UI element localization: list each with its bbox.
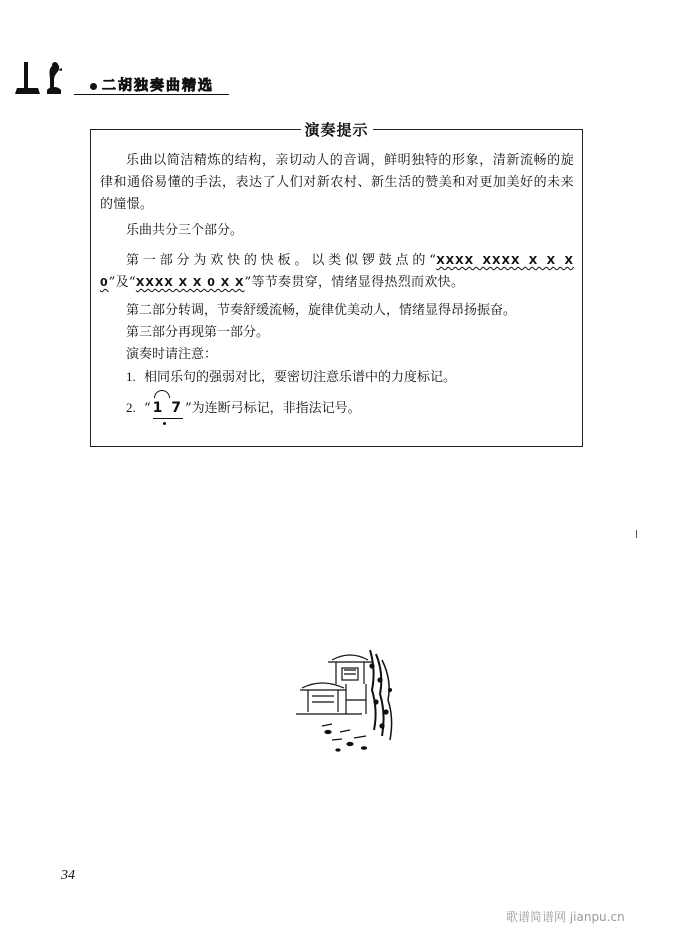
tips-paragraph-part2: 第二部分转调，节奏舒缓流畅，旋律优美动人，情绪显得昂扬振奋。 <box>126 303 517 318</box>
site-watermark: 歌谱简谱网 jianpu.cn <box>506 910 625 924</box>
list-number-2: 2. <box>126 400 136 415</box>
tips-paragraph-part1 <box>100 250 574 294</box>
rhythm-pattern-2: XXXX X X 0 X X <box>135 276 245 289</box>
performance-tips-box <box>90 121 583 447</box>
tips-list-item-1 <box>100 366 574 389</box>
header-title: 二胡独奏曲精选 <box>102 78 214 94</box>
notation-underline <box>153 418 183 419</box>
erhu-logo-icon <box>14 60 84 96</box>
tips-paragraph-intro: 乐曲以简洁精炼的结构，亲切动人的音调，鲜明独特的形象，清新流畅的旋律和通俗易懂的手法，表达了人们对新农村、新生活的赞美和对更加美好的未来的憧憬。 <box>100 153 574 212</box>
notation-notes: 1 7 <box>152 400 184 416</box>
list-open-quote: “ <box>144 401 151 416</box>
part1-mid: ”及“ <box>108 275 136 290</box>
notation-dot <box>163 422 166 425</box>
tips-title: 演奏提示 <box>298 119 374 140</box>
list-number-1: 1. <box>126 369 136 384</box>
running-header <box>14 60 229 100</box>
slur-arc <box>154 390 170 398</box>
part1-suffix: ”等节奏贯穿，情绪显得热烈而欢快。 <box>244 275 465 290</box>
part1-prefix: 第一部分为欢快的快板。以类似锣鼓点的“ <box>126 253 437 268</box>
rhythm-pattern-1: XXXX XXXX X X X 0 <box>100 254 574 289</box>
tips-paragraph-notes-heading: 演奏时请注意： <box>126 347 218 362</box>
tips-paragraph-part3: 第三部分再现第一部分。 <box>126 325 270 340</box>
tips-list-item-2 <box>100 397 574 420</box>
page-number: 34 <box>61 868 75 883</box>
legato-staccato-notation <box>151 397 185 419</box>
margin-mark <box>636 530 637 538</box>
list-text-1: 相同乐句的强弱对比，要密切注意乐谱中的力度标记。 <box>144 370 457 385</box>
tips-body <box>100 150 574 420</box>
pavilion-illustration-icon <box>292 640 404 755</box>
list-text-2: ”为连断弓标记，非指法记号。 <box>185 401 361 416</box>
header-rule <box>74 94 229 95</box>
tips-paragraph-structure: 乐曲共分三个部分。 <box>126 223 244 238</box>
header-bullet <box>90 83 97 90</box>
